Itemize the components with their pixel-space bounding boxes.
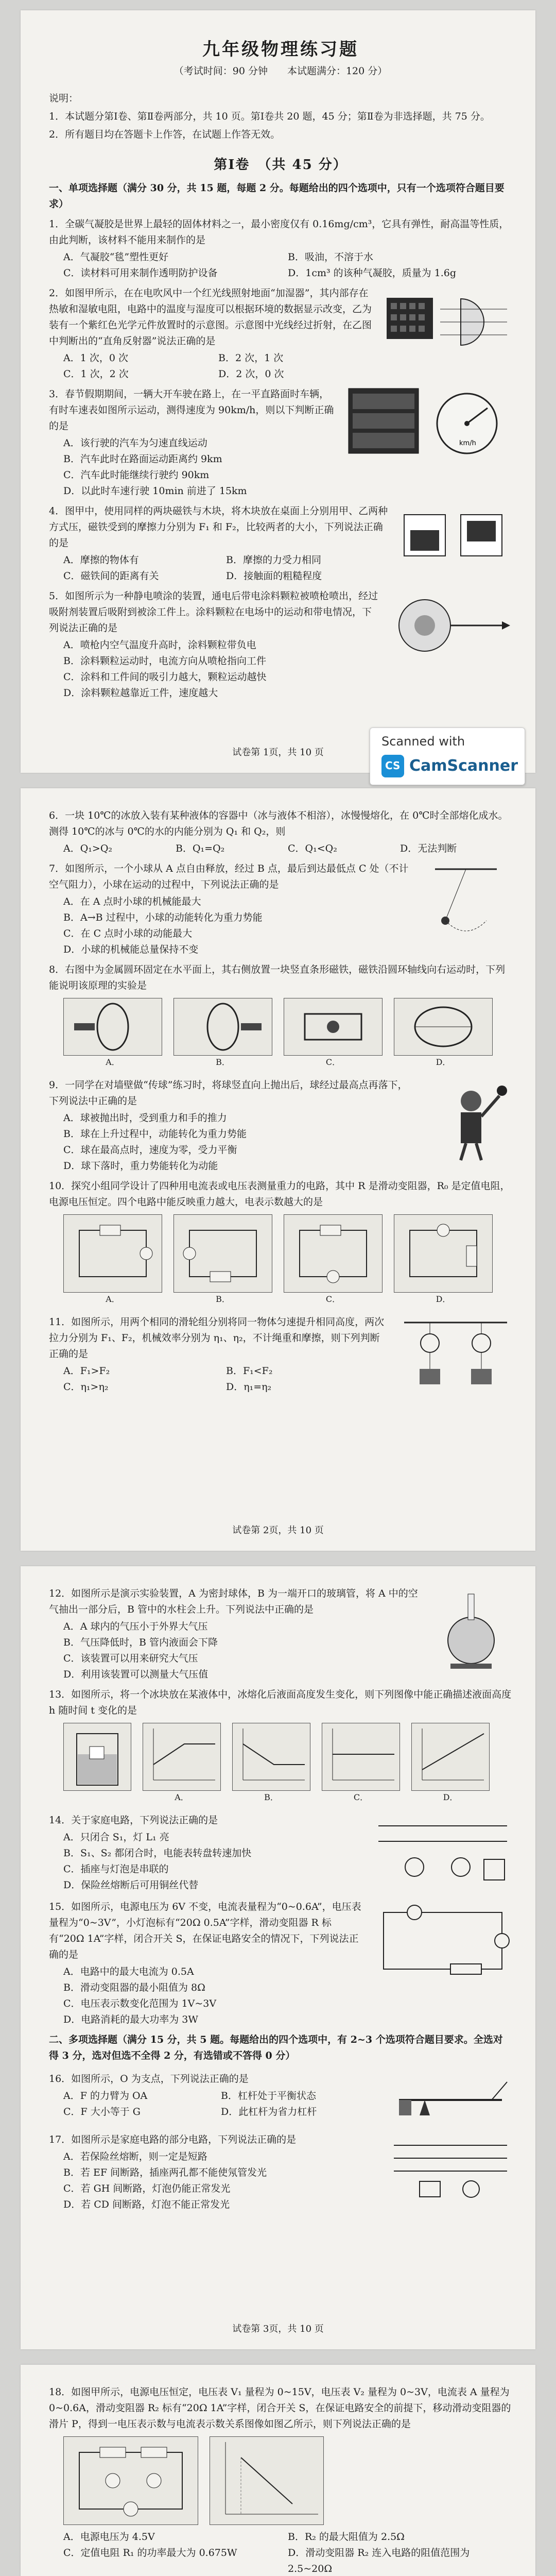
question-13-figures (63, 1723, 512, 1802)
q18-circuit (63, 2436, 198, 2525)
option-c: C．F 大小等于 G (63, 2106, 141, 2117)
option-a: A．只闭合 S₁，灯 L₁ 亮 (63, 1832, 169, 1843)
question-12-figure (430, 1582, 512, 1683)
page-footer: 试卷第 3页，共 10 页 (232, 2324, 324, 2334)
option-a: A．气凝胶“毯”塑性更好 (63, 251, 169, 263)
option-c: C．η₁>η₂ (63, 1381, 109, 1393)
lever-diagram (389, 2074, 512, 2126)
question-6-options (63, 841, 512, 857)
option-b: B．汽车此时在路面运动距离约 9km (63, 453, 222, 465)
option-c: C．读材料可用来制作透明防护设备 (63, 267, 218, 279)
question-1-options (63, 249, 512, 281)
option-c: C．该装置可以用来研究大气压 (63, 1653, 198, 1664)
option-b: B．滑动变阻器的最小阻值为 8Ω (63, 1982, 205, 1993)
question-18-figures (63, 2436, 512, 2525)
option-b: B．吸油，不溶于水 (288, 251, 373, 263)
question-7-figure (420, 857, 512, 958)
question-15-figure (373, 1895, 512, 2028)
option-a: A．在 A 点时小球的机械能最大 (63, 896, 201, 907)
question-5: 5．如图所示为一种静电喷涂的装置，通电后带电涂料颗粒被喷枪喷出，经过吸附剂装置后吸附到被涂工件上。涂料颗粒在电场中的运动和带电情况，下列说法正确的是 (49, 590, 378, 634)
question-18-options (63, 2529, 512, 2576)
option-d: D．利用该装置可以测量大气压值 (63, 1669, 208, 1680)
question-18: 18．如图甲所示，电源电压恒定，电压表 V₁ 量程为 0~15V，电压表 V₂ 量程为 0~3V，电流表 A 量程为 0~0.6A，滑动变阻器 R₂ 标有“20Ω 1A”字样，闭合开关 S，在保证电路安全的前提下，移动滑动变阻器的滑片 P，得到一电压表示数与电流表示数关系图像如图乙所示，则下列说法正确的是 (49, 2386, 511, 2430)
question-8: 8．右图中为金属圆环固定在水平面上，其右侧放置一块竖直条形磁铁，磁铁沿圆环轴线向右运动时，下列能说明该原理的实验是 (49, 964, 506, 991)
exam-page-4 (21, 2365, 535, 2576)
option-b: B．若 EF 间断路，插座两孔都不能使氖管发光 (63, 2167, 267, 2178)
question-3: 3．春节假期期间，一辆大开车驶在路上，在一平直路面时车辆，有时车速表如图所示运动，测得速度为 90km/h，则以下判断正确的是 (49, 388, 334, 432)
q8-figure-d: D． (394, 998, 493, 1056)
option-b: B．R₂ 的最大阻值为 2.5Ω (288, 2531, 405, 2543)
exam-page-1 (21, 10, 535, 773)
q8-figure-b: B． (173, 998, 272, 1056)
q10-circuit-d: D． (394, 1214, 493, 1293)
q8-figure-a: A． (63, 998, 162, 1056)
page-footer: 试卷第 1页，共 10 页 (232, 747, 324, 758)
question-4-options (63, 552, 389, 584)
question-2-figure (384, 281, 512, 382)
question-10-figures (63, 1214, 512, 1304)
instructions (49, 91, 512, 143)
question-8-figures (63, 998, 512, 1067)
q13-graph-d: D． (411, 1723, 490, 1791)
question-14-figure (373, 1808, 512, 1895)
pulley-diagram (399, 1317, 512, 1395)
option-a: A．球被抛出时，受到重力和手的推力 (63, 1112, 227, 1124)
option-b: B．F₁<F₂ (226, 1365, 273, 1377)
option-a: A．F 的力臂为 OA (63, 2090, 148, 2102)
question-16-figure (389, 2067, 512, 2128)
home-wiring-diagram (389, 2135, 512, 2202)
question-7-options (63, 894, 409, 958)
question-14: 14．关于家庭电路，下列说法正确的是 (49, 1815, 218, 1826)
option-c: C．Q₁<Q₂ (288, 843, 337, 854)
exam-page-2 (21, 788, 535, 1551)
option-a: A．Q₁>Q₂ (63, 843, 113, 854)
scanner-watermark (370, 727, 525, 785)
q13-graph-c: C． (322, 1723, 400, 1791)
question-1: 1．全碳气凝胶是世界上最轻的固体材料之一，最小密度仅有 0.16mg/cm³，它具有弹性，耐高温等性质，由此判断，该材料不能用来制作的是 (49, 218, 509, 246)
option-d: D．接触面的粗糙程度 (226, 570, 322, 582)
option-c: C．在 C 点时小球的动能最大 (63, 928, 193, 939)
speedometer-gauge (426, 387, 508, 454)
question-9-figure (420, 1073, 512, 1174)
option-a: A．A 球内的气压小于外界大气压 (63, 1621, 208, 1632)
question-5-options (63, 637, 378, 701)
option-d: D．电路消耗的最大功率为 3W (63, 2014, 198, 2025)
question-11-options (63, 1363, 389, 1395)
question-12: 12．如图所示是演示实验装置，A 为密封球体，B 为一端开口的玻璃管，将 A 中的空气抽出一部分后，B 管中的水柱会上升。下列说法中正确的是 (49, 1588, 418, 1615)
option-d: D．若 CD 间断路，灯泡不能正常发光 (63, 2199, 230, 2210)
part-heading-multiple-choice: 二、多项选择题（满分 15 分，共 5 题。每题给出的四个选项中，有 2~3 个选项符合题目要求。全选对得 3 分，选对但选不全得 2 分，有选错或不答得 0 分） (49, 2034, 503, 2061)
q8-figure-c: C． (284, 998, 383, 1056)
car-dashboard-display (348, 387, 420, 454)
watermark-brand: CamScanner (409, 757, 518, 775)
question-4-figure (399, 499, 512, 584)
exam-page-3 (21, 1566, 535, 2349)
magnet-blocks-diagram (399, 504, 512, 561)
option-a: A．喷枪内空气温度升高时，涂料颗粒带负电 (63, 639, 256, 651)
option-d: D．滑动变阻器 R₂ 连入电路的阻值范围为 2.5~20Ω (288, 2547, 470, 2574)
option-d: D．1cm³ 的该种气凝胶，质量为 1.6g (288, 267, 457, 279)
option-b: B．2 次，1 次 (218, 352, 284, 364)
q13-graph-a: A． (143, 1723, 221, 1791)
exam-title: 九年级物理练习题 (202, 39, 359, 60)
notes-label: 说明： (49, 93, 79, 104)
question-7: 7．如图所示，一个小球从 A 点自由释放，经过 B 点，最后到达最低点 C 处（不计空气阻力），小球在运动的过程中，下列说法正确的是 (49, 863, 409, 890)
pendulum-diagram (420, 864, 512, 941)
question-4: 4．图甲中，使用同样的两块磁铁与木块，将木块放在桌面上分别用甲、乙两种方式压，磁铁受到的摩擦力分别为 F₁ 和 F₂，比较两者的大小，下列说法正确的是 (49, 505, 388, 549)
section-title: 第Ⅰ卷 （共 45 分） (214, 157, 348, 173)
camscanner-logo-icon (381, 755, 404, 777)
note-2: 2．所有题目均在答题卡上作答，在试题上作答无效。 (49, 129, 281, 140)
question-14-options (63, 1829, 363, 1893)
q10-circuit-a: A． (63, 1214, 162, 1293)
q13-beaker (63, 1723, 131, 1791)
watermark-caption: Scanned with (381, 734, 465, 749)
option-b: B．A→B 过程中，小球的动能转化为重力势能 (63, 912, 263, 923)
option-d: D．小球的机械能总量保持不变 (63, 944, 199, 955)
note-1: 1．本试题分第Ⅰ卷、第Ⅱ卷两部分，共 10 页。第Ⅰ卷共 20 题，45 分；第Ⅱ卷为非选择题，共 75 分。 (49, 111, 490, 122)
question-3-options (63, 435, 337, 499)
page-footer: 试卷第 2页，共 10 页 (232, 1525, 324, 1536)
option-d: D．以此时车速行驶 10min 前进了 15km (63, 485, 247, 497)
option-a: A．1 次，0 次 (63, 352, 128, 364)
question-17: 17．如图所示是家庭电路的部分电路，下列说法正确的是 (49, 2134, 297, 2145)
option-c: C．汽车此时能继续行驶约 90km (63, 469, 210, 481)
option-b: B．S₁、S₂ 都闭合时，电能表转盘转速加快 (63, 1848, 252, 1859)
question-16-options (63, 2088, 378, 2120)
option-b: B．Q₁=Q₂ (176, 843, 225, 854)
option-c: C．插座与灯泡是串联的 (63, 1863, 169, 1875)
question-15-options (63, 1964, 363, 2028)
reflector-diagram (384, 289, 512, 350)
option-d: D．球下落时，重力势能转化为动能 (63, 1160, 218, 1172)
question-2: 2．如图甲所示，在在电吹风中一个红光线照射地面“加湿器”，其内部存在热敏和湿敏电阻，电路中的温度与湿度可以根据环境的数据显示改变，乙为装有一个紫红色光学元件放置时的示意图。示意图中光线经过折射，在乙图中判断出的“直角反射器”说法正确的是 (49, 287, 372, 347)
option-a: A．摩擦的物体有 (63, 554, 139, 566)
q13-graph-b: B． (232, 1723, 310, 1791)
part-heading-single-choice: 一、单项选择题（满分 30 分，共 15 题，每题 2 分。每题给出的四个选项中，只有一个选项符合题目要求） (49, 182, 505, 210)
option-c: C．若 GH 间断路，灯泡仍能正常发光 (63, 2183, 231, 2194)
option-a: A．若保险丝熔断，则一定是短路 (63, 2151, 207, 2162)
option-d: D．涂料颗粒越靠近工件，速度越大 (63, 687, 218, 699)
option-a: A．电路中的最大电流为 0.5A (63, 1966, 194, 1977)
option-b: B．涂料颗粒运动时，电流方向从喷枪指向工件 (63, 655, 266, 667)
question-17-figure (389, 2128, 512, 2213)
question-10: 10．探究小组同学设计了四种用电流表或电压表测量重力的电路，其中 R 是滑动变阻器，R₀ 是定值电阻，电源电压恒定。四个电路中能反映重力越大，电表示数越大的是 (49, 1180, 510, 1208)
question-5-figure (389, 584, 512, 701)
option-c: C．电压表示数变化范围为 1V~3V (63, 1998, 217, 2009)
lamp-rheostat-circuit (373, 1902, 512, 1979)
option-c: C．定值电阻 R₁ 的功率最大为 0.675W (63, 2547, 237, 2558)
option-d: D．η₁=η₂ (226, 1381, 272, 1393)
question-11: 11．如图所示，用两个相同的滑轮组分别将同一物体匀速提升相同高度，两次拉力分别为 F₁、F₂，机械效率分别为 η₁、η₂，不计绳重和摩擦，则下列判断正确的是 (49, 1316, 385, 1360)
spray-gun-diagram (389, 589, 512, 662)
option-c: C．球在最高点时，速度为零，受力平衡 (63, 1144, 237, 1156)
option-b: B．杠杆处于平衡状态 (221, 2090, 316, 2102)
option-d: D．无法判断 (400, 843, 457, 854)
question-9-options (63, 1110, 409, 1174)
question-6: 6．一块 10℃的冰放入装有某种液体的容器中（冰与液体不相溶），冰慢慢熔化，在 0℃时全部熔化成水。测得 10℃的冰与 0℃的水的内能分别为 Q₁ 和 Q₂，则 (49, 810, 508, 837)
q18-graph (210, 2436, 324, 2525)
question-3-figure (348, 382, 512, 499)
question-13: 13．如图所示，将一个冰块放在某液体中，冰熔化后液面高度发生变化，则下列图像中能正确描述液面高度 h 随时间 t 变化的是 (49, 1689, 512, 1716)
option-d: D．2 次，0 次 (218, 368, 284, 380)
option-c: C．涂料和工件间的吸引力越大，颗粒运动越快 (63, 671, 267, 683)
option-a: A．F₁>F₂ (63, 1365, 110, 1377)
question-9: 9．一同学在对墙壁做“传球”练习时，将球竖直向上抛出后，球经过最高点再落下，下列说法中正确的是 (49, 1079, 408, 1107)
option-a: A．电源电压为 4.5V (63, 2531, 155, 2543)
question-17-options (63, 2149, 378, 2213)
question-11-figure (399, 1310, 512, 1397)
q10-circuit-b: B． (173, 1214, 272, 1293)
option-d: D．保险丝熔断后可用铜丝代替 (63, 1879, 199, 1891)
question-2-options (63, 350, 373, 382)
question-16: 16．如图所示，O 为支点，下列说法正确的是 (49, 2073, 249, 2084)
option-b: B．摩擦的力受力相同 (226, 554, 321, 566)
person-throwing-ball (420, 1080, 512, 1163)
option-c: C．磁铁间的距离有关 (63, 570, 159, 582)
exam-subtitle: （考试时间：90 分钟 本试题满分：120 分） (173, 65, 388, 77)
flask-apparatus (430, 1589, 512, 1671)
option-b: B．球在上升过程中，动能转化为重力势能 (63, 1128, 247, 1140)
question-15: 15．如图所示，电源电压为 6V 不变，电流表量程为“0~0.6A”，电压表量程为“0~3V”，小灯泡标有“20Ω 0.5A”字样，滑动变阻器 R 标有“20Ω 1A”字样，闭合开关 S，在保证电路安全的情况下，下列说法正确的是 (49, 1901, 361, 1960)
q10-circuit-c: C． (284, 1214, 383, 1293)
option-b: B．气压降低时，B 管内液面会下降 (63, 1637, 218, 1648)
option-d: D．此杠杆为省力杠杆 (221, 2106, 317, 2117)
household-circuit (373, 1816, 512, 1893)
gauge-unit: km/h (459, 439, 476, 447)
option-a: A．该行驶的汽车为匀速直线运动 (63, 437, 207, 449)
question-12-options (63, 1619, 420, 1683)
option-c: C．1 次，2 次 (63, 368, 129, 380)
